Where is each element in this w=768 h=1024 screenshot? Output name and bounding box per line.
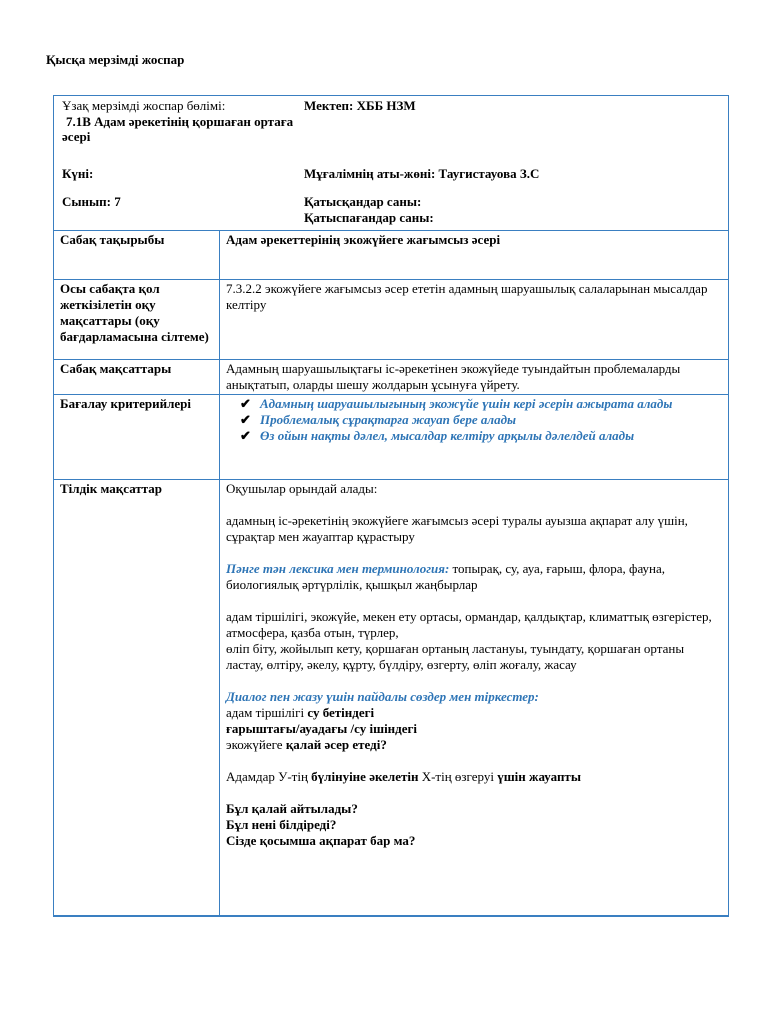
dialog-text: экожүйеге: [226, 737, 286, 752]
goals-value: Адамның шаруашылықтағы іс-әрекетінен экожүйеде туындайтын проблемаларды анықтатып, оларды шешу жолдарын ұсынуға үйрету.: [220, 360, 729, 395]
section-value: 7.1В Адам әрекетінің қоршаған ортаға әсері: [62, 114, 294, 144]
absent-count: Қатыспағандар саны:: [304, 210, 434, 225]
criteria-list: [226, 396, 722, 444]
checkmark-icon: ✔: [240, 428, 251, 443]
question-1: Бұл қалай айтылады?: [226, 801, 358, 816]
language-label: Тілдік мақсаттар: [54, 480, 220, 916]
dialog-line-3: [226, 737, 722, 753]
school: Мектеп: ХББ НЗМ: [304, 98, 416, 113]
plan-table: [54, 230, 728, 916]
class-label: Сынып: 7: [62, 194, 121, 209]
teacher-name: Мұғалімнің аты-жөні: Таугистауова З.С: [304, 166, 540, 181]
dialog-label: Диалог пен жазу үшін пайдалы сөздер мен тіркестер:: [226, 689, 539, 704]
terms-line-1: адам тіршілігі, экожүйе, мекен ету ортасы, ормандар, қалдықтар, климаттық өзгерістер, атмосфера, қазба отын, түрлер,: [226, 609, 712, 640]
dialog-bold: су бетіндегі: [307, 705, 375, 720]
table-row: [54, 395, 728, 480]
checkmark-icon: ✔: [240, 412, 251, 427]
present-count: Қатысқандар саны:: [304, 194, 422, 209]
topic-value: Адам әрекеттерінің экожүйеге жағымсыз әсері: [220, 231, 729, 280]
sentence-bold: үшін жауапты: [493, 769, 581, 784]
lesson-plan-frame: [53, 95, 729, 917]
list-item: [240, 428, 722, 444]
table-row: [54, 280, 728, 360]
language-cell: [220, 480, 729, 916]
criteria-label: Бағалау критерийлері: [54, 395, 220, 480]
topic-label: Сабақ тақырыбы: [54, 231, 220, 280]
dialog-text: адам тіршілігі: [226, 705, 308, 720]
sentence-text: Адамдар У-тің: [226, 769, 312, 784]
goals-label: Сабақ мақсаттары: [54, 360, 220, 395]
table-row: [54, 360, 728, 395]
criteria-text: Проблемалық сұрақтарға жауап бере алады: [260, 412, 517, 427]
criteria-text: Адамның шаруашылығының экожүйе үшін кері әсерін ажырата алады: [260, 396, 673, 411]
dialog-bold: қалай әсер етеді?: [285, 737, 387, 752]
sentence-frame: [226, 769, 722, 785]
criteria-text: Өз ойын нақты дәлел, мысалдар келтіру арқылы дәлелдей алады: [260, 428, 635, 443]
section-label: Ұзақ мерзімді жоспар бөлімі:: [62, 98, 226, 113]
question-2: Бұл нені білдіреді?: [226, 817, 337, 832]
lexicon-label: Пәнге тән лексика мен терминология:: [226, 561, 450, 576]
sentence-bold: бүлінуіне әкелетін: [311, 769, 419, 784]
language-para1: адамның іс-әрекетінің экожүйеге жағымсыз әсері туралы ауызша ақпарат алу үшін, сұрақтар мен жауаптар құрастыру: [226, 513, 688, 544]
checkmark-icon: ✔: [240, 396, 251, 411]
list-item: [240, 412, 722, 428]
document-title: Қысқа мерзімді жоспар: [46, 52, 185, 67]
criteria-cell: [220, 395, 729, 480]
language-intro: Оқушылар орындай алады:: [226, 481, 378, 496]
terms-line-2: өліп біту, жойылып кету, қоршаған ортаның ластануы, туындату, қоршаған ортаны ластау, өлтіру, әкелу, құрту, бүлдіру, өзгерту, өліп жоғалу, жасау: [226, 641, 685, 672]
question-3: Сізде қосымша ақпарат бар ма?: [226, 833, 416, 848]
dialog-line-1: [226, 705, 722, 721]
lexicon-paragraph: [226, 561, 722, 593]
objectives-label: Осы сабақта қол жеткізілетін оқу мақсаттары (оқу бағдарламасына сілтеме): [54, 280, 220, 360]
list-item: [240, 396, 722, 412]
sentence-text: Х-тің өзгеруі: [418, 769, 494, 784]
table-row: [54, 480, 728, 916]
plan-header: [54, 96, 728, 230]
objectives-value: 7.3.2.2 экожүйеге жағымсыз әсер ететін адамның шаруашылық салаларынан мысалдар келтіру: [220, 280, 729, 360]
table-row: [54, 231, 728, 280]
date-label: Күні:: [62, 166, 94, 181]
dialog-line-2: ғарыштағы/ауадағы /су ішіндегі: [226, 721, 418, 736]
lexicon-text: топырақ, су, ауа, ғарыш, флора, фауна, биологиялық әртүрлілік, қышқыл жаңбырлар: [226, 561, 666, 592]
